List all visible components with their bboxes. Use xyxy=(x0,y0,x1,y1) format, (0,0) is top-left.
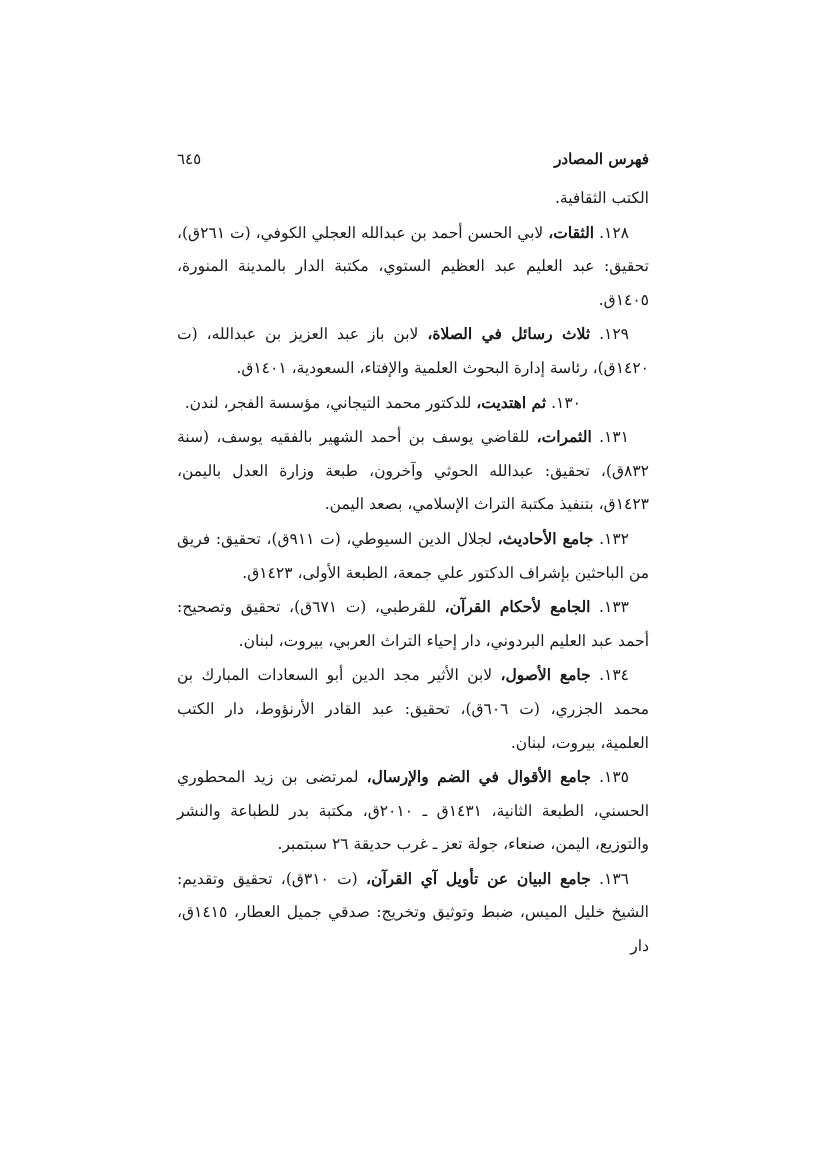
entry-title: ثلاث رسائل في الصلاة، xyxy=(427,324,591,344)
bibliography-entry: ١٢٩. ثلاث رسائل في الصلاة، لابن باز عبد العزيز بن عبدالله، (ت ١٤٢٠ق)، رئاسة إدارة البحوث العلمية والإفتاء، السعودية، ١٤٠١ق. xyxy=(177,324,649,377)
entry-title: الثقات، xyxy=(548,222,595,242)
document-page xyxy=(177,150,649,964)
entry-title: جامع البيان عن تأويل آي القرآن، xyxy=(365,868,591,888)
running-header xyxy=(177,150,649,180)
page-number: ٦٤٥ xyxy=(177,150,202,168)
bibliography-entry: ١٣٤. جامع الأصول، لابن الأثير مجد الدين أبو السعادات المبارك بن محمد الجزري، (ت ٦٠٦ق)، تحقيق: عبد القادر الأرنؤوط، دار الكتب العلمية، بيروت، لبنان. xyxy=(177,665,649,752)
running-title: فهرس المصادر xyxy=(554,150,649,168)
bibliography-entry: ١٢٨. الثقات، لابي الحسن أحمد بن عبدالله العجلي الكوفي، (ت ٢٦١ق)، تحقيق: عبد العليم عبد العظيم الستوي، مكتبة الدار بالمدينة المنورة، ١٤٠٥ق. xyxy=(177,222,649,309)
entry-title: جامع الأحاديث، xyxy=(497,528,594,548)
bibliography-entry-continuation: الكتب الثقافية. xyxy=(554,189,649,207)
bibliography-entry: ١٣١. الثمرات، للقاضي يوسف بن أحمد الشهير بالفقيه يوسف، (سنة ٨٣٢ق)، تحقيق: عبدالله الحوثي وآخرون، طبعة وزارة العدل باليمن، ١٤٢٣ق، بتنفيذ مكتبة التراث الإسلامي، بصعد اليمن. xyxy=(177,427,649,514)
bibliography-entry: ١٣٢. جامع الأحاديث، لجلال الدين السيوطي، (ت ٩١١ق)، تحقيق: فريق من الباحثين بإشراف الدكتور علي جمعة، الطبعة الأولى، ١٤٢٣ق. xyxy=(177,528,649,582)
bibliography-entry: ١٣٣. الجامع لأحكام القرآن، للقرطبي، (ت ٦٧١ق)، تحقيق وتصحيح: أحمد عبد العليم البردوني، دار إحياء التراث العربي، بيروت، لبنان. xyxy=(177,597,649,650)
entry-title: ثم اهتديت، xyxy=(476,392,547,412)
bibliography-entry: ١٣٦. جامع البيان عن تأويل آي القرآن، (ت ٣١٠ق)، تحقيق وتقديم: الشيخ خليل الميس، ضبط وتوثيق وتخريج: صدقي جميل العطار، ١٤١٥ق، دار xyxy=(177,868,649,956)
entry-title: جامع الأقوال في الضم والإرسال، xyxy=(366,767,591,787)
bibliography-entry: ١٣٥. جامع الأقوال في الضم والإرسال، لمرتضى بن زيد المحطوري الحسني، الطبعة الثانية، ١٤٣١ق ـ ٢٠١٠ق، مكتبة بدر للطباعة والنشر والتوزيع، اليمن، صنعاء، جولة تعز ـ غرب حديقة ٢٦ سبتمبر. xyxy=(177,767,650,854)
entry-title: الجامع لأحكام القرآن، xyxy=(444,597,591,617)
entry-title: جامع الأصول، xyxy=(500,665,591,685)
entry-title: الثمرات، xyxy=(536,427,592,447)
bibliography-entry: ١٣٠. ثم اهتديت، للدكتور محمد التيجاني، مؤسسة الفجر، لندن. xyxy=(184,392,581,412)
